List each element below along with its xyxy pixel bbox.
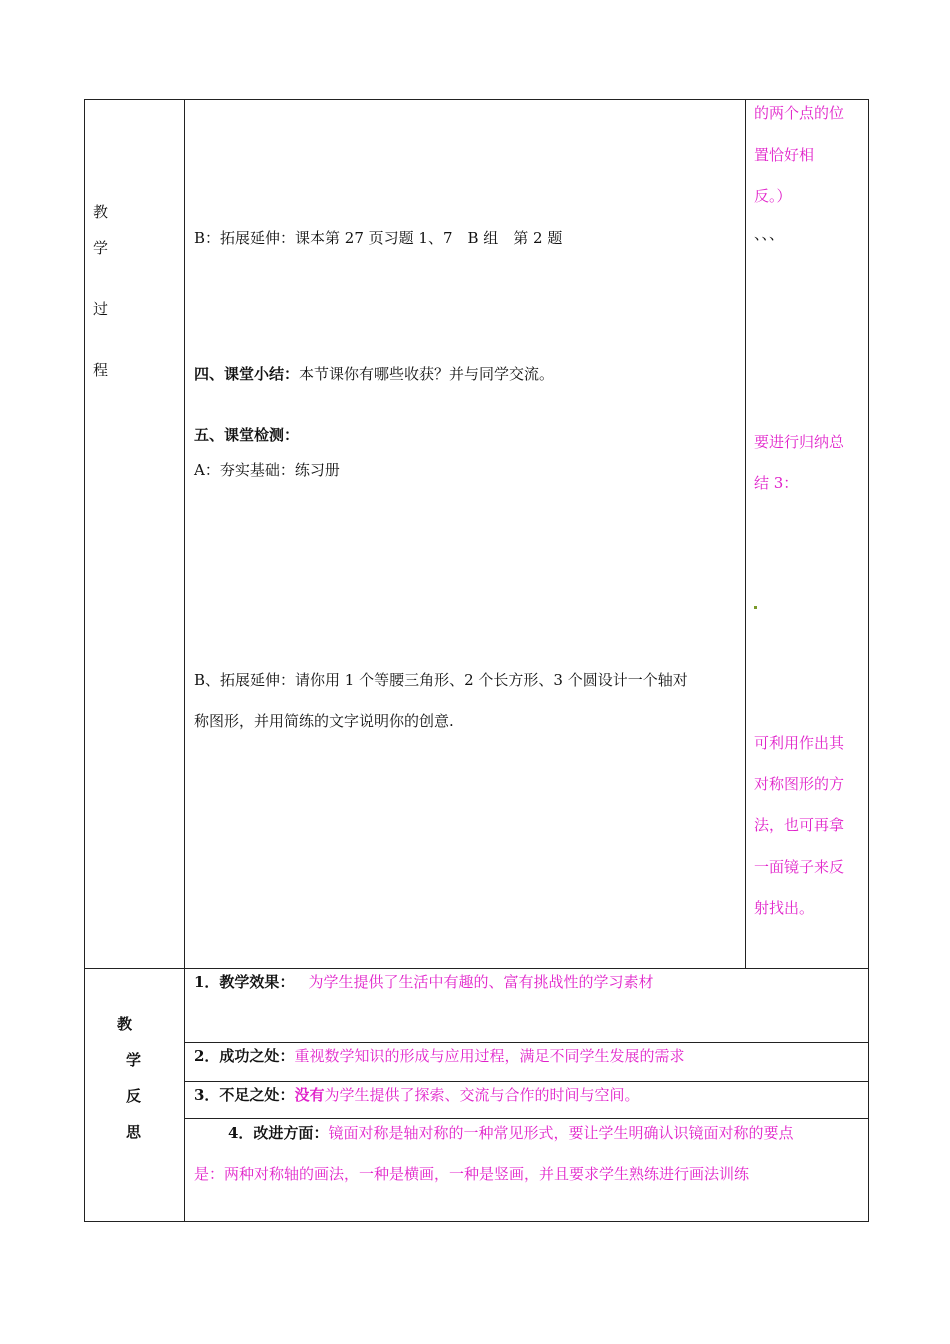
effect-text: 为学生提供了生活中有趣的、富有挑战性的学习素材 [308, 973, 654, 991]
note-line: 可利用作出其 [754, 734, 845, 752]
reflection-label-char: 思 [126, 1123, 142, 1141]
reflection-label-char: 教 [117, 1015, 133, 1033]
success-text: 重视数学知识的形成与应用过程，满足不同学生发展的需求 [294, 1047, 685, 1065]
class-summary [194, 364, 554, 384]
note-dashes: 、、、 [754, 225, 785, 243]
process-label-char: 学 [93, 239, 109, 257]
note-line: 反。） [754, 187, 792, 205]
improvement-label: 4．改进方面： [228, 1124, 329, 1142]
test-b-line1: B、拓展延伸：请你用 1 个等腰三角形、2 个长方形、3 个圆设计一个轴对 [194, 671, 688, 689]
summary-heading: 四、课堂小结： [194, 365, 300, 383]
reflection-row-effect [194, 972, 653, 992]
test-b-line2: 称图形，并用简练的文字说明你的创意. [194, 712, 454, 730]
process-label-char: 过 [93, 300, 109, 318]
extension-exercise: B：拓展延伸：课本第 27 页习题 1、7 B 组 第 2 题 [194, 229, 563, 247]
success-label: 2．成功之处： [194, 1047, 295, 1065]
process-label-char: 程 [93, 361, 109, 379]
shortcoming-label: 3．不足之处： [194, 1086, 295, 1104]
test-a: A：夯实基础：练习册 [194, 461, 340, 479]
shortcoming-emphasis: 没有 [294, 1086, 325, 1104]
reflection-row-success [194, 1046, 684, 1066]
reflection-label-char: 反 [126, 1087, 142, 1105]
summary-text: 本节课你有哪些收获？并与同学交流。 [299, 365, 555, 383]
note-line: 射找出。 [754, 899, 815, 917]
effect-label: 1．教学效果： [194, 973, 295, 991]
test-heading: 五、课堂检测： [194, 426, 300, 444]
note-line: 置恰好相 [754, 146, 815, 164]
marker-dot [754, 606, 757, 609]
note-line: 法，也可再拿 [754, 816, 845, 834]
improvement-text-2: 是：两种对称轴的画法，一种是横画，一种是竖画，并且要求学生熟练进行画法训练 [194, 1165, 750, 1183]
note-line: 要进行归纳总 [754, 433, 845, 451]
shortcoming-text: 为学生提供了探索、交流与合作的时间与空间。 [324, 1086, 640, 1104]
note-line: 一面镜子来反 [754, 858, 845, 876]
reflection-label-char: 学 [126, 1051, 142, 1069]
note-line: 结 3： [754, 474, 799, 492]
note-line: 对称图形的方 [754, 775, 845, 793]
improvement-text-1: 镜面对称是轴对称的一种常见形式，要让学生明确认识镜面对称的要点 [328, 1124, 794, 1142]
process-label-char: 教 [93, 203, 109, 221]
reflection-row-improvement [228, 1123, 793, 1143]
note-line: 的两个点的位 [754, 104, 845, 122]
reflection-row-shortcoming [194, 1085, 639, 1105]
